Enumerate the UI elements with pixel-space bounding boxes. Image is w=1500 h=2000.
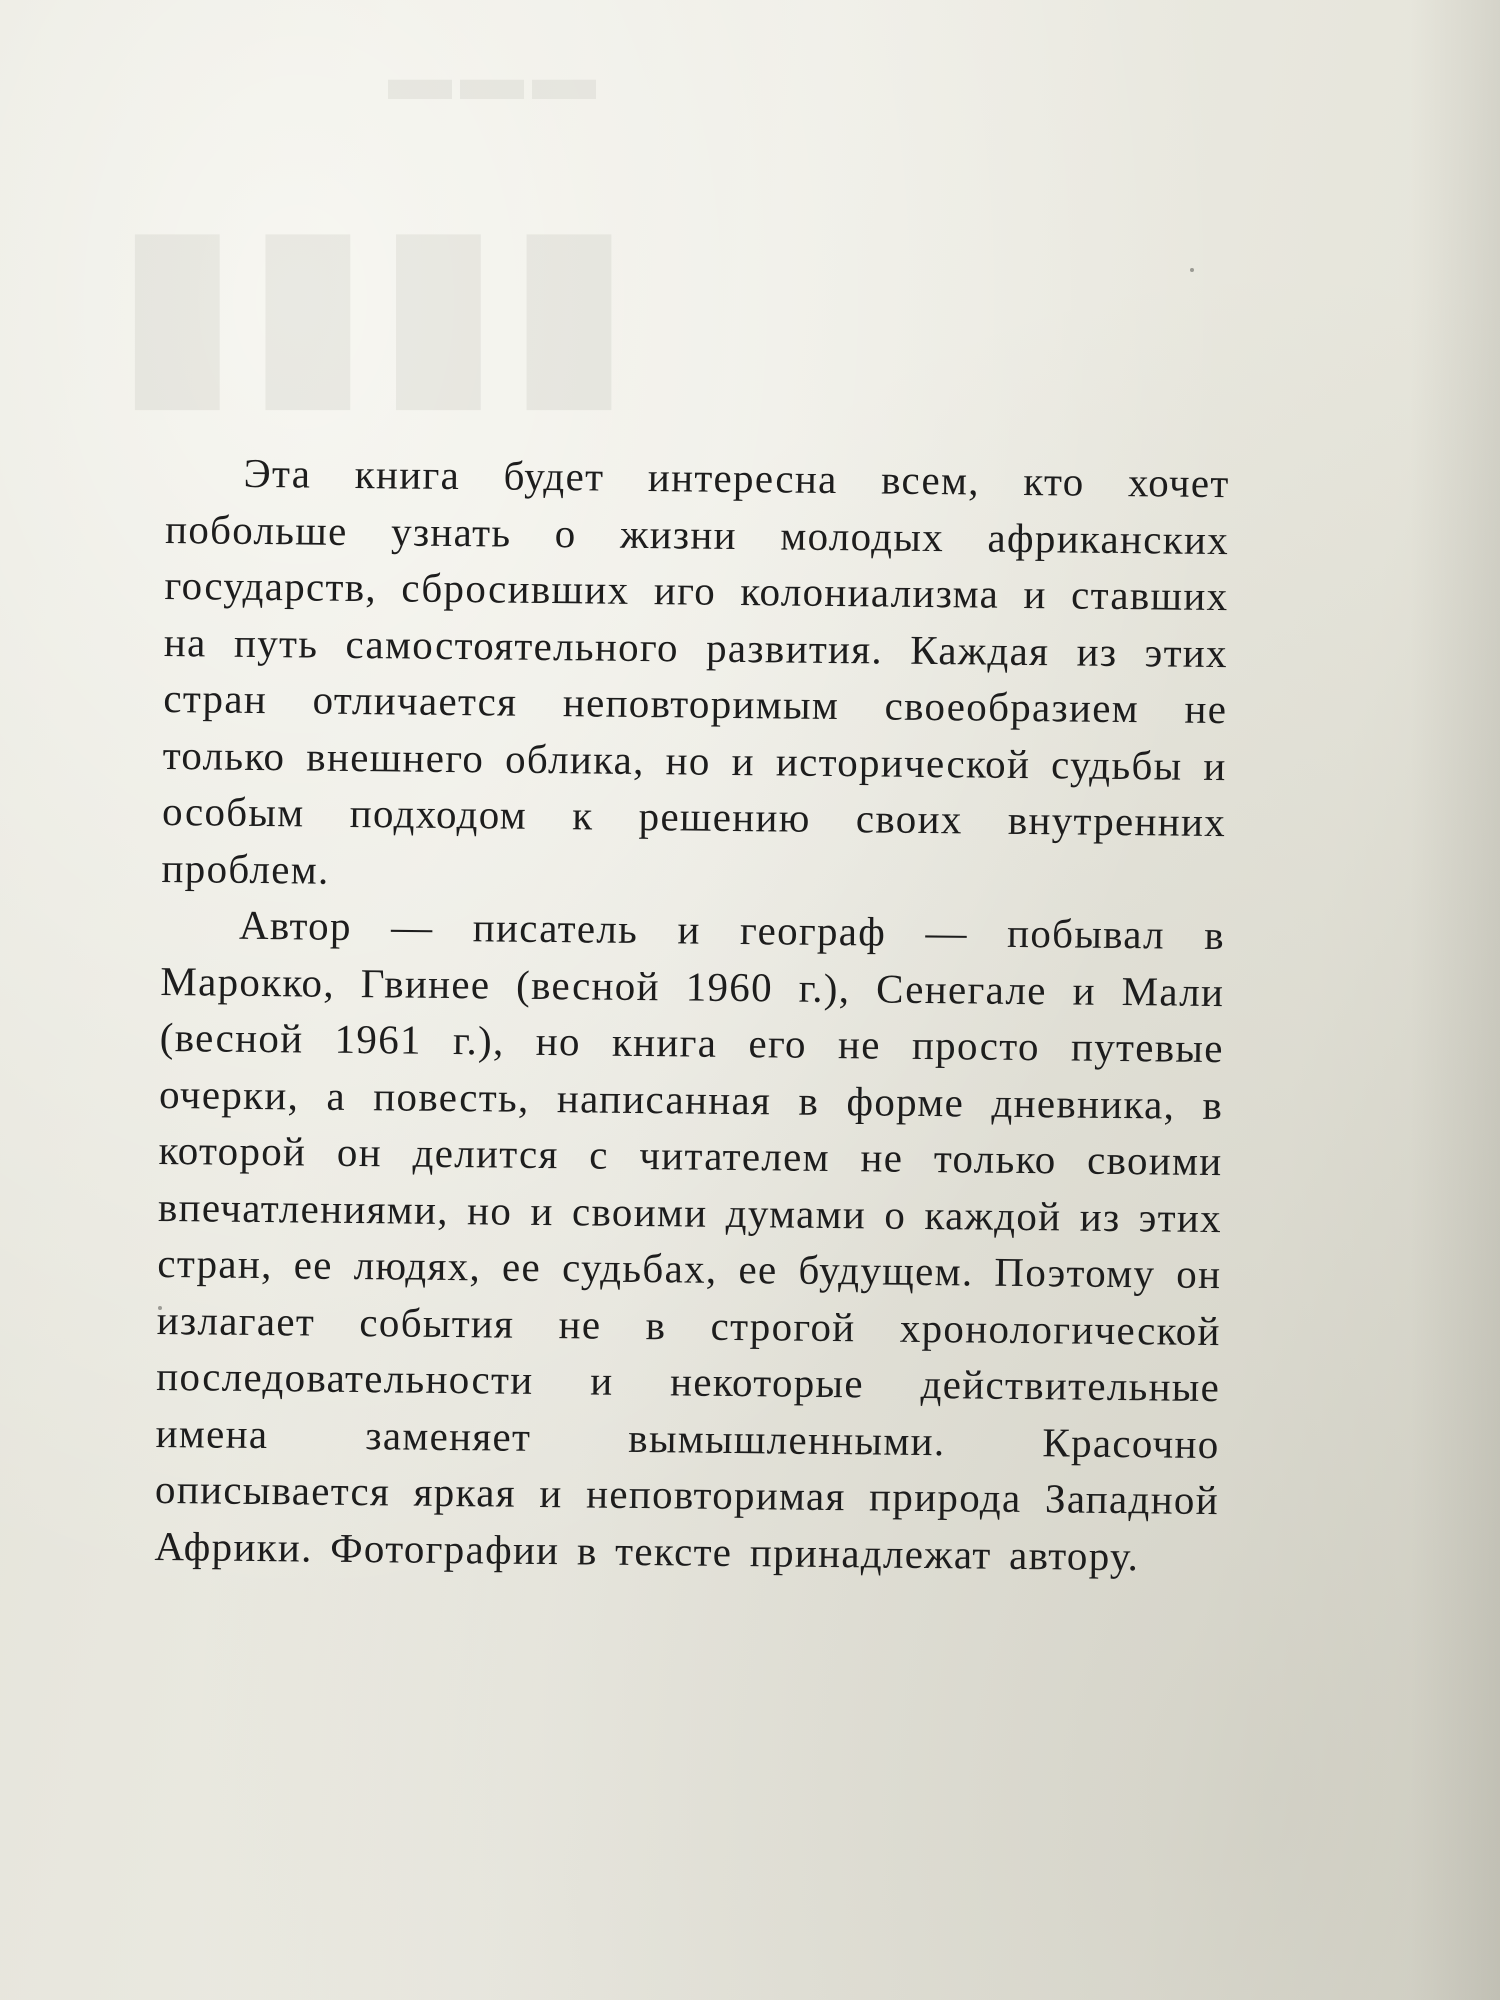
annotation-paragraph-1: Эта книга будет интересна всем, кто хочет побольше узнать о жизни молодых африканских государств, сбросивших иго колониализма и ставших на путь самостоятельного развития. Каждая из этих стран отличается неповторимым своеобразием не только внешнего облика, но и исторической судьбы и особым подходом к решению своих внутренних проблем. <box>161 449 1230 893</box>
paper-speck <box>158 1306 162 1310</box>
show-through-mark-top: ▬▬▬ <box>380 41 596 113</box>
show-through-mark: ▮▮▮▮ <box>110 174 633 431</box>
page-edge-shadow <box>1410 0 1500 2000</box>
annotation-text <box>154 444 1230 1585</box>
paper-speck <box>1190 268 1194 272</box>
annotation-paragraph-2: Автор — писатель и географ — побывал в Марокко, Гвинее (весной 1960 г.), Сенегале и Мали (весной 1961 г.), но книга его не просто путевые очерки, а повесть, написанная в форме дневника, в которой он делится с читателем не только своими впечатлениями, но и своими думами о каждой из этих стран, ее людях, ее судьбах, ее будущем. Поэтому он излагает события не в строгой хронологической последовательности и некоторые действительные имена заменяет вымышленными. Красочно описывается яркая и неповторимая природа Западной Африки. Фотографии в тексте принадлежат автору. <box>154 901 1226 1579</box>
